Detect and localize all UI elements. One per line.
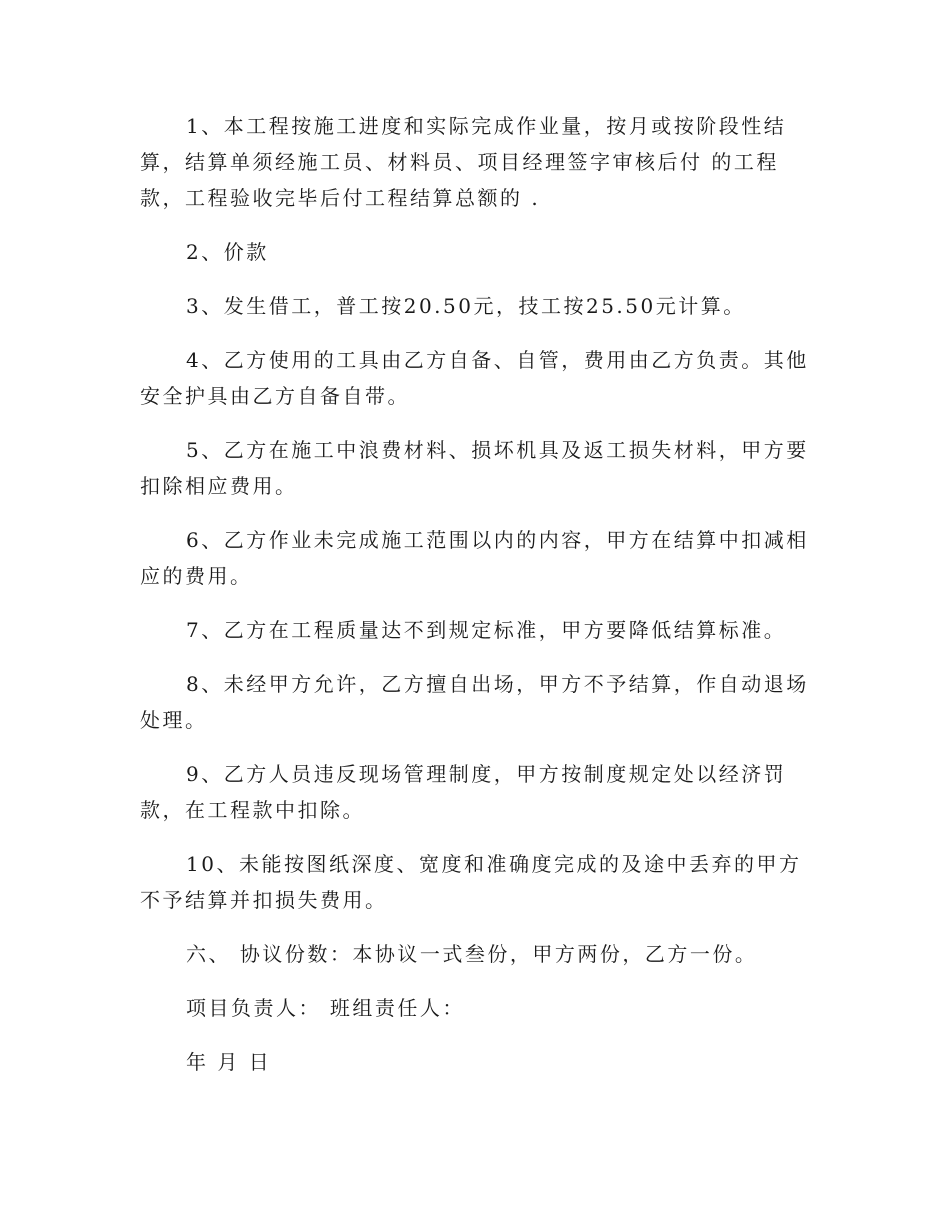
signature-line: 项目负责人： 班组责任人： — [186, 996, 465, 1020]
clause-4-tools: 4、乙方使用的工具由乙方自备、自管，费用由乙方负责。其他安全护具由乙方自备自带。 — [140, 348, 809, 408]
clause-3-borrowed-labor: 3、发生借工，普工按20.50元，技工按25.50元计算。 — [186, 294, 746, 318]
clause-2-price: 2、价款 — [186, 240, 269, 264]
clause-1-settlement: 1、本工程按施工进度和实际完成作业量，按月或按阶段性结算，结算单须经施工员、材料员、项目经理签字审核后付 的工程款，工程验收完毕后付工程结算总额的 . — [140, 114, 787, 210]
clause-5-waste: 5、乙方在施工中浪费材料、损坏机具及返工损失材料，甲方要扣除相应费用。 — [140, 438, 809, 498]
date-line: 年 月 日 — [186, 1050, 272, 1074]
clause-10-accuracy: 10、未能按图纸深度、宽度和准确度完成的及途中丢弃的甲方不予结算并扣损失费用。 — [140, 852, 802, 912]
document-body — [140, 108, 810, 1098]
clause-9-site-rules: 9、乙方人员违反现场管理制度，甲方按制度规定处以经济罚款，在工程款中扣除。 — [140, 762, 787, 822]
clause-8-unauthorized-exit: 8、未经甲方允许，乙方擅自出场，甲方不予结算，作自动退场处理。 — [140, 672, 809, 732]
clause-7-quality: 7、乙方在工程质量达不到规定标准，甲方要降低结算标准。 — [186, 618, 787, 642]
clause-6-incomplete-work: 6、乙方作业未完成施工范围以内的内容，甲方在结算中扣减相应的费用。 — [140, 528, 809, 588]
section-6-copies: 六、 协议份数：本协议一式叁份，甲方两份，乙方一份。 — [186, 942, 758, 966]
